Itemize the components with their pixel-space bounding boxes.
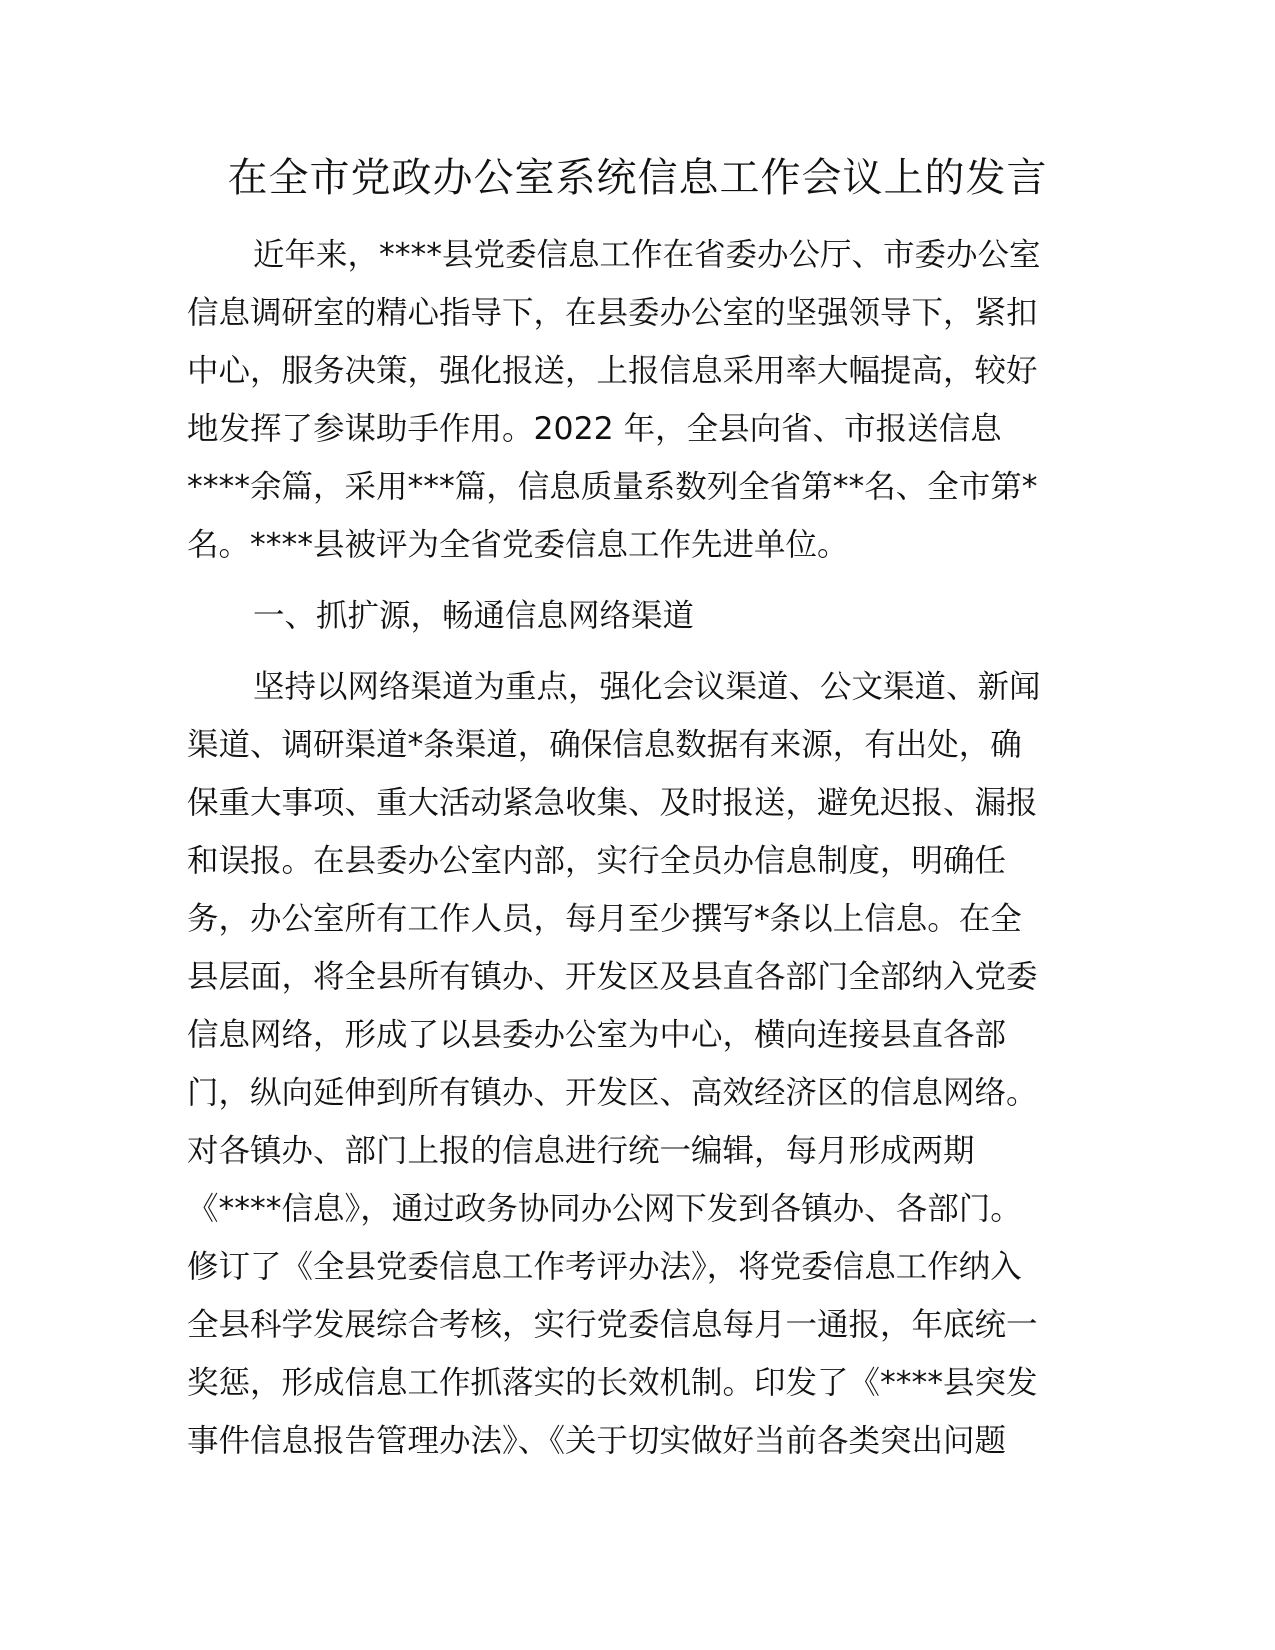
paragraph-line: 县层面，将全县所有镇办、开发区及县直各部门全部纳入党委 <box>187 959 1038 995</box>
paragraph-line: 和误报。在县委办公室内部，实行全员办信息制度，明确任 <box>187 843 1007 879</box>
paragraph-line: 信息调研室的精心指导下，在县委办公室的坚强领导下，紧扣 <box>187 295 1038 331</box>
paragraph-line: 务，办公室所有工作人员，每月至少撰写*条以上信息。在全 <box>187 901 1022 937</box>
paragraph-gap <box>187 574 1087 587</box>
document-body <box>187 226 1087 1470</box>
paragraph-line: 门，纵向延伸到所有镇办、开发区、高效经济区的信息网络。 <box>187 1075 1038 1111</box>
paragraph-line: 信息网络，形成了以县委办公室为中心，横向连接县直各部 <box>187 1017 1007 1053</box>
paragraph-line: 奖惩，形成信息工作抓落实的长效机制。印发了《****县突发 <box>187 1365 1038 1401</box>
paragraph-line: 全县科学发展综合考核，实行党委信息每月一通报，年底统一 <box>187 1307 1038 1343</box>
paragraph-gap <box>187 645 1087 658</box>
section-heading: 一、抓扩源，畅通信息网络渠道 <box>253 598 695 634</box>
paragraph-line: 坚持以网络渠道为重点，强化会议渠道、公文渠道、新闻 <box>253 669 1041 705</box>
paragraph-line: 修订了《全县党委信息工作考评办法》，将党委信息工作纳入 <box>187 1249 1022 1285</box>
paragraph-line: 渠道、调研渠道*条渠道，确保信息数据有来源，有出处，确 <box>187 727 1022 763</box>
paragraph-line: 对各镇办、部门上报的信息进行统一编辑，每月形成两期 <box>187 1133 975 1169</box>
paragraph-line: 中心，服务决策，强化报送，上报信息采用率大幅提高，较好 <box>187 353 1038 389</box>
paragraph-line: 事件信息报告管理办法》、《关于切实做好当前各类突出问题 <box>187 1423 1007 1459</box>
paragraph-line: 名。****县被评为全省党委信息工作先进单位。 <box>187 527 849 563</box>
paragraph-line: 地发挥了参谋助手作用。2022 年，全县向省、市报送信息 <box>187 411 1002 447</box>
paragraph-line: 保重大事项、重大活动紧急收集、及时报送，避免迟报、漏报 <box>187 785 1038 821</box>
paragraph-line: 近年来，****县党委信息工作在省委办公厅、市委办公室 <box>253 237 1041 273</box>
paragraph-line: 《****信息》，通过政务协同办公网下发到各镇办、各部门。 <box>187 1191 1022 1227</box>
document-title: 在全市党政办公室系统信息工作会议上的发言 <box>227 155 1048 201</box>
paragraph-line: ****余篇，采用***篇，信息质量系数列全省第**名、全市第* <box>187 469 1038 505</box>
